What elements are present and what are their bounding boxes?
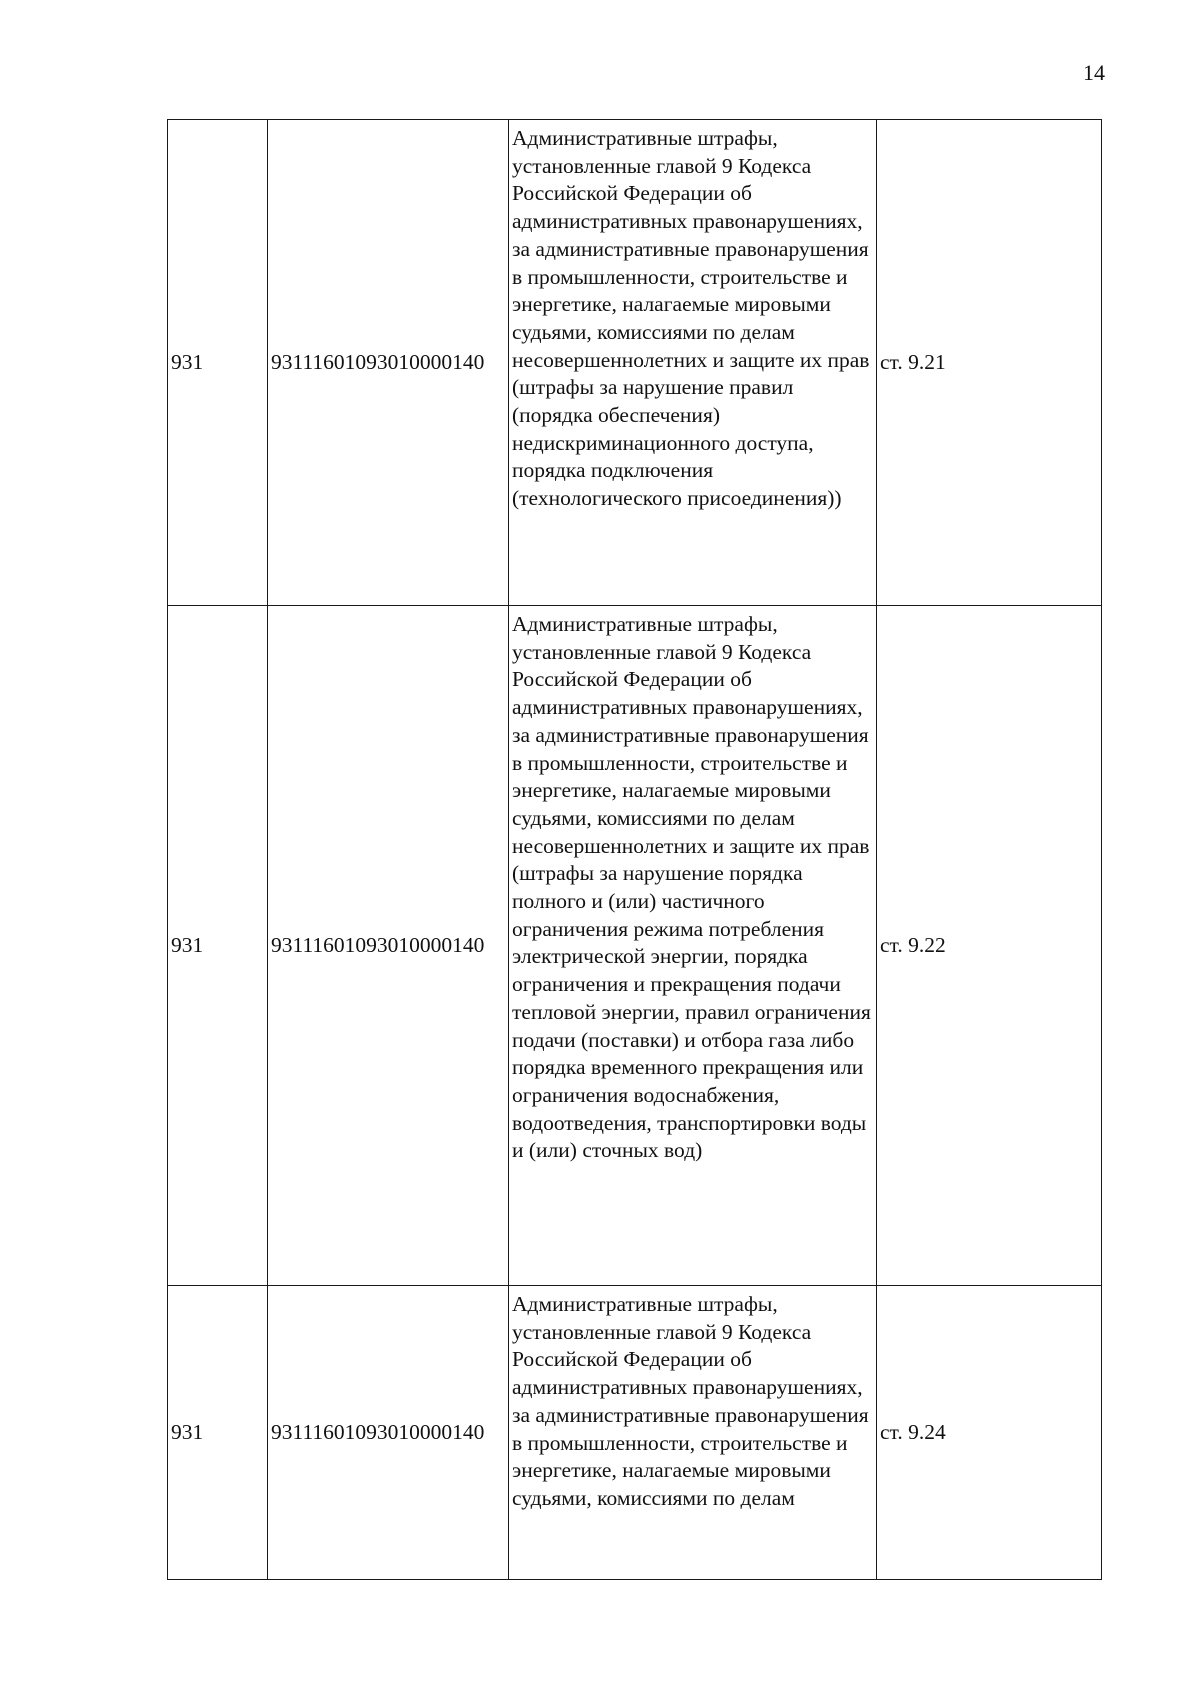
- page-number: 14: [1083, 60, 1105, 85]
- revenue-codes-table: [167, 119, 1102, 1580]
- kbk-code-cell: 93111601093010000140: [268, 606, 509, 1286]
- admin-code-cell: 931: [168, 1286, 268, 1580]
- article-cell: ст. 9.21: [877, 120, 1102, 606]
- description-cell: Административные штрафы, установленные главой 9 Кодекса Российской Федерации об административных правонарушениях, за административные правонарушения в промышленности, строительстве и энергетике, налагаемые мировыми судьями, комиссиями по делам несовершеннолетних и защите их прав (штрафы за нарушение порядка полного и (или) частичного ограничения режима потребления электрической энергии, порядка ограничения и прекращения подачи тепловой энергии, правил ограничения подачи (поставки) и отбора газа либо порядка временного прекращения или ограничения водоснабжения, водоотведения, транспортировки воды и (или) сточных вод): [509, 606, 877, 1286]
- table-row: [168, 1286, 1102, 1580]
- article-cell: ст. 9.22: [877, 606, 1102, 1286]
- table-row: [168, 606, 1102, 1286]
- kbk-code-cell: 93111601093010000140: [268, 120, 509, 606]
- description-cell: Административные штрафы, установленные главой 9 Кодекса Российской Федерации об административных правонарушениях, за административные правонарушения в промышленности, строительстве и энергетике, налагаемые мировыми судьями, комиссиями по делам: [509, 1286, 877, 1580]
- table-row: [168, 120, 1102, 606]
- admin-code-cell: 931: [168, 606, 268, 1286]
- description-cell: Административные штрафы, установленные главой 9 Кодекса Российской Федерации об административных правонарушениях, за административные правонарушения в промышленности, строительстве и энергетике, налагаемые мировыми судьями, комиссиями по делам несовершеннолетних и защите их прав (штрафы за нарушение правил (порядка обеспечения) недискриминационного доступа, порядка подключения (технологического присоединения)): [509, 120, 877, 606]
- kbk-code-cell: 93111601093010000140: [268, 1286, 509, 1580]
- admin-code-cell: 931: [168, 120, 268, 606]
- article-cell: ст. 9.24: [877, 1286, 1102, 1580]
